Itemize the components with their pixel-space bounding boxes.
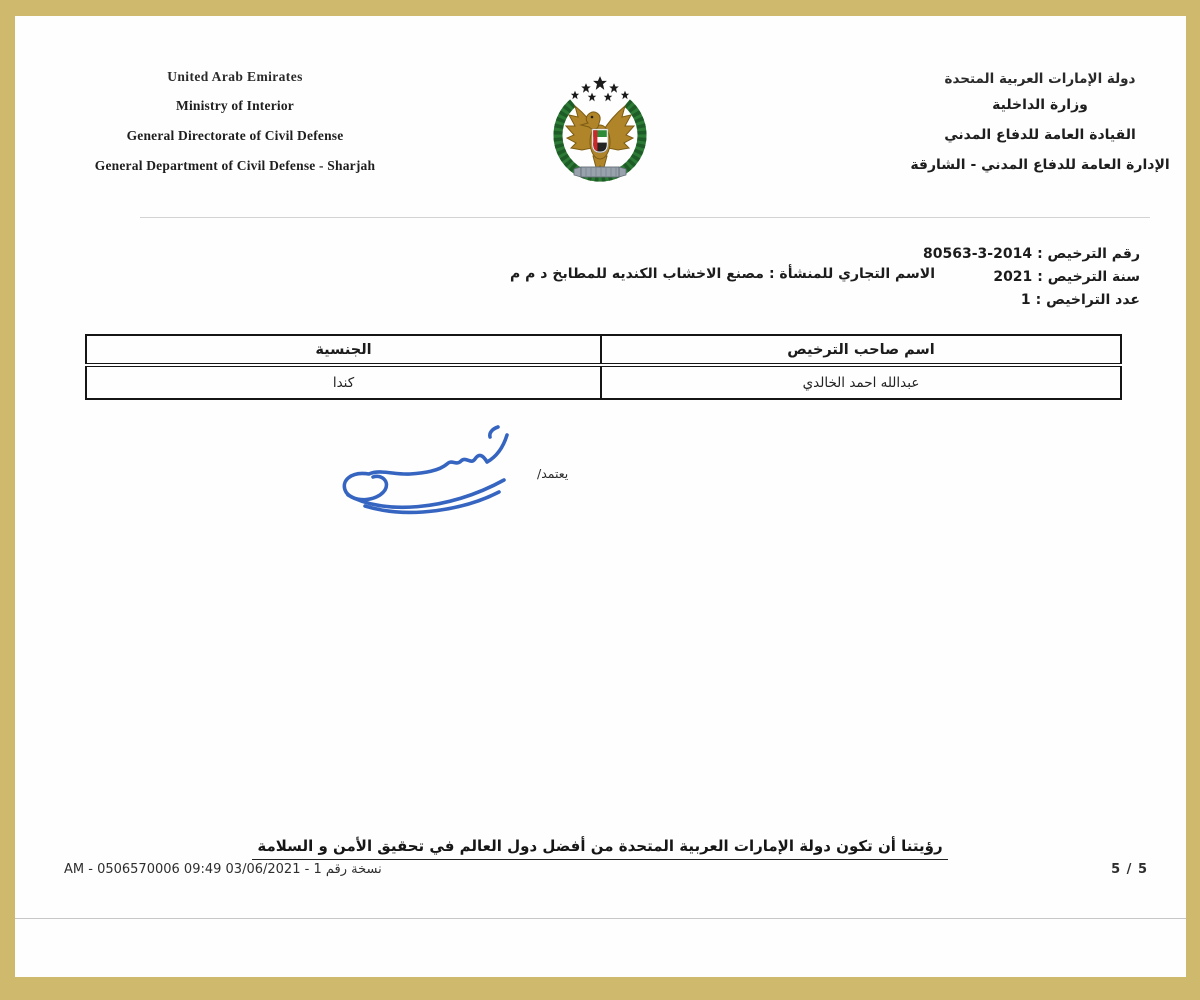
license-number-label: رقم الترخيص : [1037,246,1140,262]
nationality-cell: كندا [86,365,601,399]
trade-name-label: الاسم التجاري للمنشأة : [768,266,935,282]
trade-name-row [510,266,935,282]
header-english [40,69,430,181]
department-line-en: General Department of Civil Defense - Sharjah [94,158,376,173]
license-number-value: 2014-3-80563 [923,246,1033,262]
emblem-stars [571,76,629,101]
ministry-line-ar: وزارة الداخلية [992,97,1088,113]
directorate-line-en: General Directorate of Civil Defense [126,128,344,143]
footer-page-number: 5 / 5 [1111,862,1148,877]
country-name-en: United Arab Emirates [167,69,303,84]
page-bottom-rule [15,918,1186,919]
license-year-label: سنة الترخيص : [1037,269,1140,285]
signature-image [318,423,530,519]
license-count-value: 1 [1020,292,1031,308]
license-count-row [923,289,1140,312]
license-number-row [923,243,1140,266]
header-divider-line [140,217,1150,218]
vision-statement: رؤيتنا أن تكون دولة الإمارات العربية المتحدة من أفضل دول العالم في تحقيق الأمن و السلامة [252,837,947,860]
holder-name-cell: عبدالله احمد الخالدي [601,365,1121,399]
table-header-row [86,335,1121,365]
uae-flag-shield [593,130,607,153]
nationality-header: الجنسية [86,335,601,365]
table-row [86,365,1121,399]
department-line-ar: الإدارة العامة للدفاع المدني - الشارقة [910,157,1170,173]
footer-copy-info: نسخة رقم 1 - 03/06/2021 09:49 AM - 0506570006 [64,862,382,877]
uae-civil-defense-emblem-icon [545,72,655,188]
country-name-ar: دولة الإمارات العربية المتحدة [944,71,1136,87]
holder-name-header: اسم صاحب الترخيص [601,335,1121,365]
header-arabic [880,71,1200,180]
license-year-value: 2021 [993,269,1033,285]
header-english-clipped-line [40,69,430,84]
directorate-line-ar: القيادة العامة للدفاع المدني [944,127,1136,143]
license-count-label: عدد التراخيص : [1035,292,1140,308]
approved-by-label: يعتمد/ [537,466,569,481]
license-info [923,243,1140,312]
ministry-line-en: Ministry of Interior [176,98,294,113]
trade-name-value: مصنع الاخشاب الكنديه للمطابخ د م م [510,266,764,282]
license-year-row [923,266,1140,289]
header-arabic-clipped-line [880,70,1200,87]
vision-statement-container [0,836,1200,860]
license-holders-table [85,334,1122,400]
